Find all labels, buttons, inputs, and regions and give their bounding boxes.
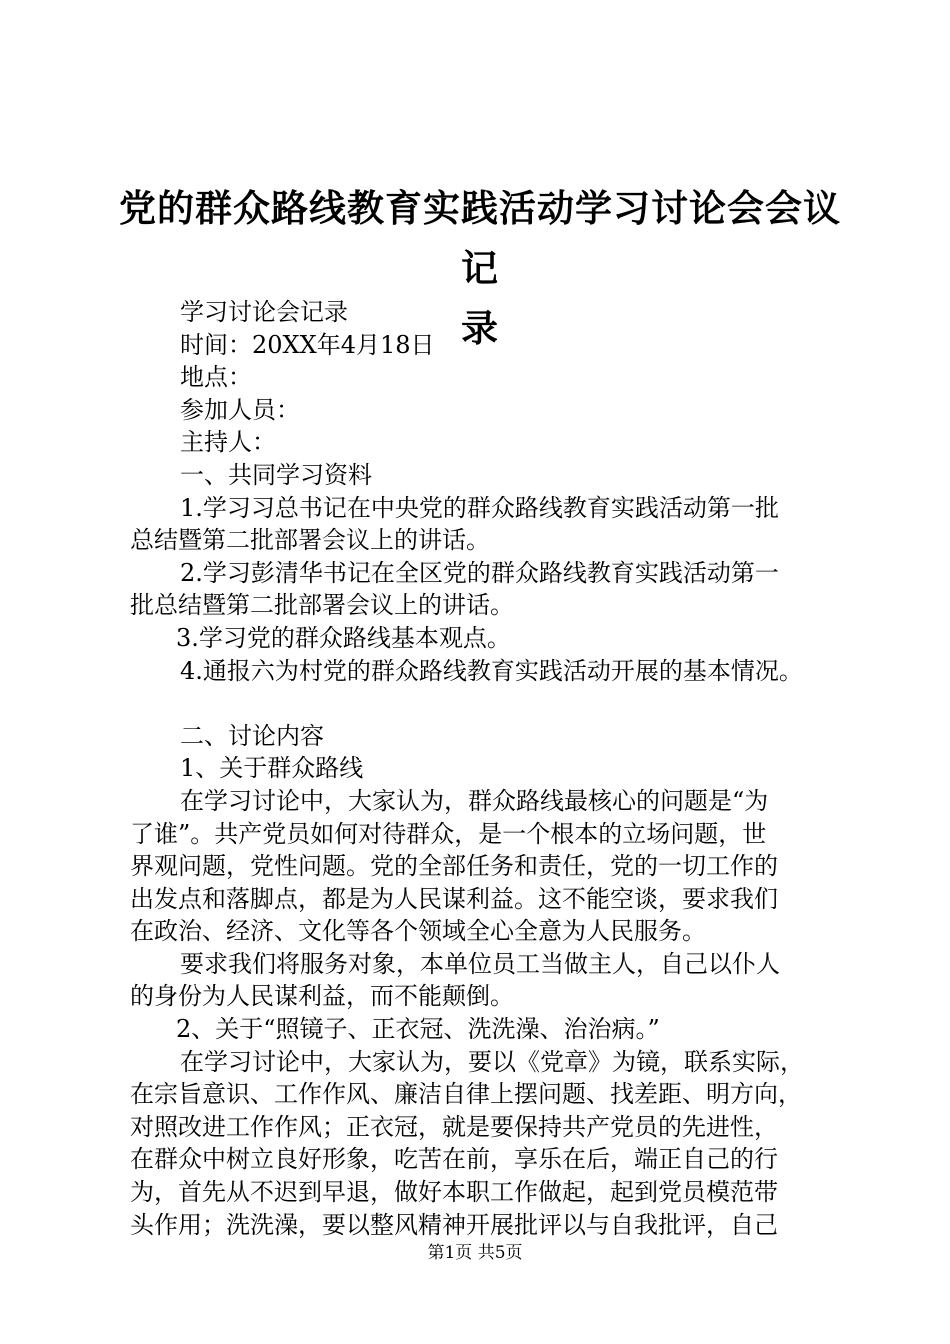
subsection-heading-2: 2、关于“照镜子、正衣冠、洗洗澡、治治病。” bbox=[176, 1015, 660, 1044]
subsection-heading-1: 1、关于群众路线 bbox=[180, 754, 364, 783]
section-heading-2: 二、讨论内容 bbox=[180, 721, 324, 750]
document-body bbox=[130, 296, 850, 1241]
title-line-2: 录 bbox=[461, 306, 499, 350]
body-line: 对照改进工作作风；正衣冠，就是要保持共产党员的先进性， bbox=[130, 1112, 778, 1141]
body-line: 1.学习习总书记在中央党的群众路线教育实践活动第一批 bbox=[180, 493, 779, 522]
title-line-1: 党的群众路线教育实践活动学习讨论会会议记 bbox=[119, 186, 841, 290]
body-line: 4.通报六为村党的群众路线教育实践活动开展的基本情况。 bbox=[180, 656, 803, 685]
heading-record: 学习讨论会记录 bbox=[180, 298, 348, 326]
body-line: 界观问题，党性问题。党的全部任务和责任，党的一切工作的 bbox=[130, 852, 778, 881]
body-line: 批总结暨第二批部署会议上的讲话。 bbox=[130, 591, 514, 620]
meeting-host: 主持人： bbox=[180, 428, 276, 457]
meeting-attendees: 参加人员： bbox=[180, 395, 300, 424]
body-line: 出发点和落脚点，都是为人民谋利益。这不能空谈，要求我们 bbox=[130, 884, 778, 913]
meeting-time: 时间：20XX年4月18日 bbox=[180, 330, 435, 359]
body-line: 在群众中树立良好形象，吃苦在前，享乐在后，端正自己的行 bbox=[130, 1145, 778, 1174]
meeting-place: 地点： bbox=[180, 363, 252, 392]
body-line: 在宗旨意识、工作作风、廉洁自律上摆问题、找差距、明方向， bbox=[130, 1080, 802, 1109]
body-line: 了谁”。共产党员如何对待群众，是一个根本的立场问题，世 bbox=[130, 819, 767, 848]
body-line: 在学习讨论中，大家认为，群众路线最核心的问题是“为 bbox=[180, 786, 769, 815]
section-heading-1: 一、共同学习资料 bbox=[180, 460, 372, 489]
body-line: 3.学习党的群众路线基本观点。 bbox=[176, 623, 511, 652]
body-line: 的身份为人民谋利益，而不能颠倒。 bbox=[130, 982, 514, 1011]
body-line: 2.学习彭清华书记在全区党的群众路线教育实践活动第一 bbox=[180, 558, 779, 587]
body-line: 在政治、经济、文化等各个领域全心全意为人民服务。 bbox=[130, 917, 706, 946]
page-footer: 第1页 共5页 bbox=[427, 1243, 523, 1263]
body-line: 在学习讨论中，大家认为，要以《党章》为镜，联系实际， bbox=[180, 1047, 804, 1076]
blank-line bbox=[130, 687, 850, 720]
body-line: 要求我们将服务对象，本单位员工当做主人，自己以仆人 bbox=[180, 949, 780, 978]
body-line: 为，首先从不迟到早退，做好本职工作做起，起到党员模范带 bbox=[130, 1178, 778, 1207]
body-line: 总结暨第二批部署会议上的讲话。 bbox=[130, 526, 490, 555]
body-line: 头作用；洗洗澡，要以整风精神开展批评以与自我批评，自己 bbox=[130, 1210, 778, 1239]
